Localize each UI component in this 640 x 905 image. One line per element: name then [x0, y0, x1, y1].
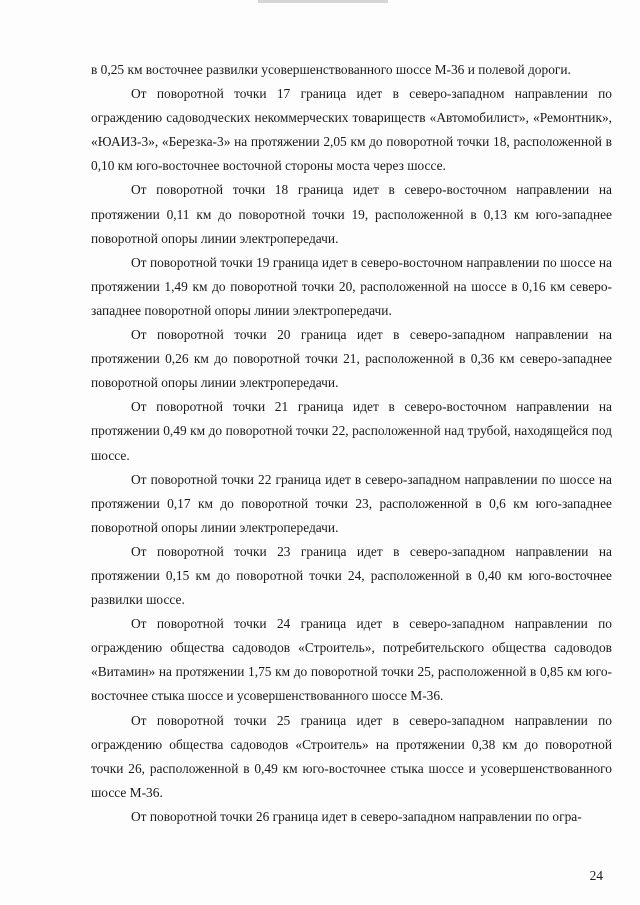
paragraph: в 0,25 км восточнее развилки усовершенствованного шоссе М-36 и полевой дороги.: [91, 62, 571, 77]
paragraph: От поворотной точки 21 граница идет в северо-восточном направлении на протяжении 0,49 км до поворотной точки 22, расположенной над трубой, находящейся под шоссе.: [91, 399, 612, 463]
paragraph: От поворотной точки 24 граница идет в северо-западном направлении по ограждению общества садоводов «Строитель», потребительского общества садоводов «Витамин» на протяжении 1,75 км до поворотной точки 25, расположенной в 0,85 км юго-восточнее стыка шоссе и усовершенствованного шоссе М-36.: [91, 616, 612, 704]
paragraph: От поворотной точки 18 граница идет в северо-восточном направлении на протяжении 0,11 км до поворотной точки 19, расположенной в 0,13 км юго-западнее поворотной опоры линии электропередачи.: [91, 182, 612, 246]
paragraph: От поворотной точки 22 граница идет в северо-западном направлении по шоссе на протяжении 0,17 км до поворотной точки 23, расположенной в 0,6 км юго-западнее поворотной опоры линии электропередачи.: [91, 471, 612, 535]
scan-edge-mark: [258, 0, 388, 3]
body-text: [91, 58, 612, 829]
paragraph: От поворотной точки 25 граница идет в северо-западном направлении по ограждению общества садоводов «Строитель» на протяжении 0,38 км до поворотной точки 26, расположенной в 0,49 км юго-восточнее стыка шоссе и усовершенствованного шоссе М-36.: [91, 712, 612, 800]
paragraph: От поворотной точки 19 граница идет в северо-восточном направлении по шоссе на протяжении 1,49 км до поворотной точки 20, расположенной на шоссе в 0,16 км северо-западнее поворотной опоры линии электропередачи.: [91, 254, 612, 318]
page-number: 24: [589, 868, 603, 883]
paragraph: От поворотной точки 20 граница идет в северо-западном направлении на протяжении 0,26 км до поворотной точки 21, расположенной в 0,36 км северо-западнее поворотной опоры линии электропередачи.: [91, 327, 612, 391]
paragraph: От поворотной точки 17 граница идет в северо-западном направлении по ограждению садоводческих некоммерческих товариществ «Автомобилист», «Ремонтник», «ЮАИЗ-3», «Березка-3» на протяжении 2,05 км до поворотной точки 18, расположенной в 0,10 км юго-восточнее восточной стороны моста через шоссе.: [91, 86, 612, 174]
paragraph: От поворотной точки 23 граница идет в северо-западном направлении на протяжении 0,15 км до поворотной точки 24, расположенной в 0,40 км юго-восточнее развилки шоссе.: [91, 543, 612, 608]
paragraph: От поворотной точки 26 граница идет в северо-западном направлении по огра-: [131, 808, 582, 824]
